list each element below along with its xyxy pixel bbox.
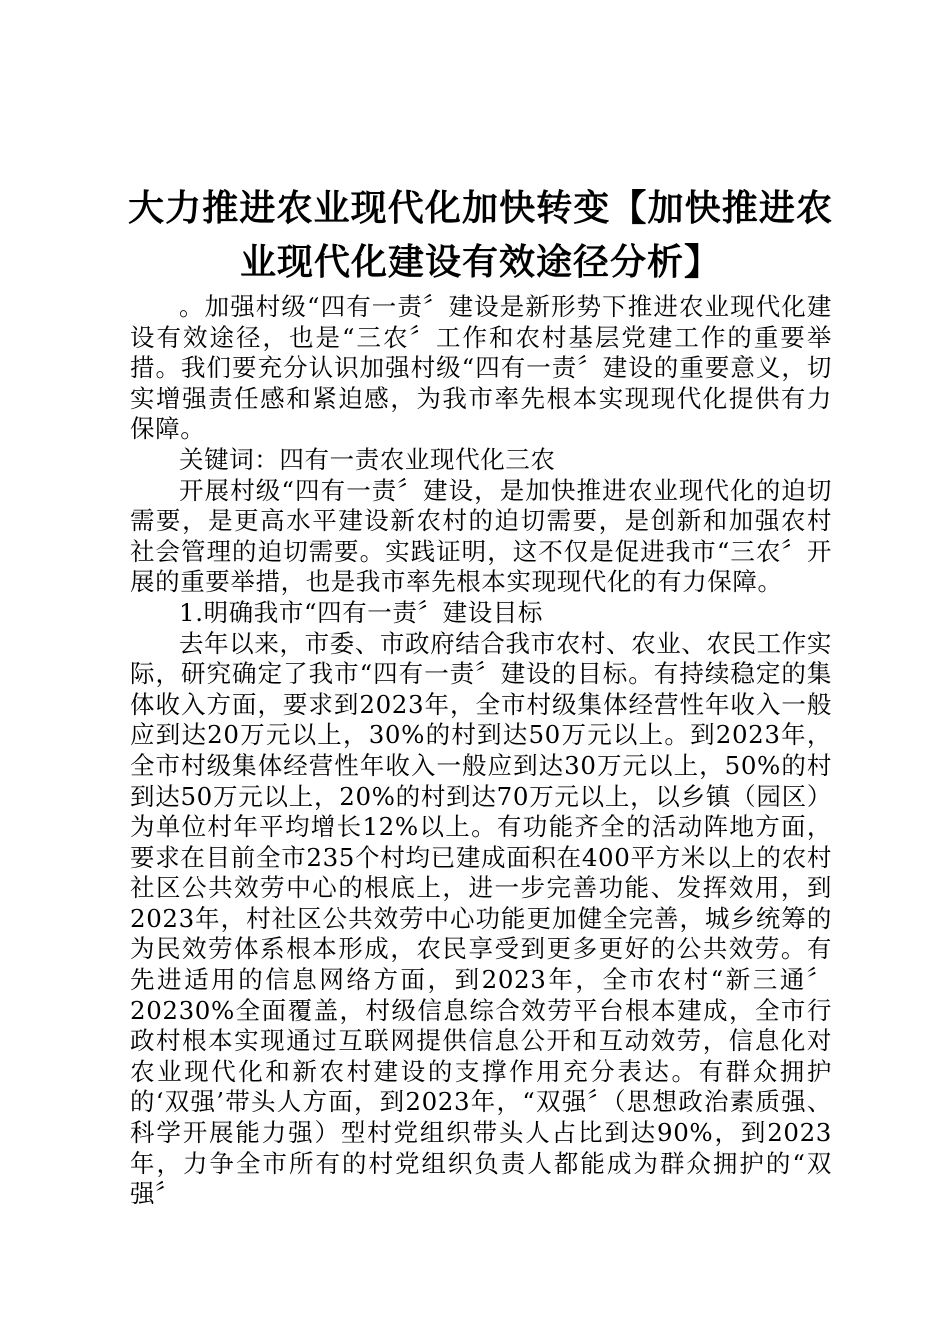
document-title: 大力推进农业现代化加快转变【加快推进农业现代化建设有效途径分析】 (128, 188, 833, 283)
section-paragraph: 去年以来，市委、市政府结合我市农村、农业、农民工作实际，研究确定了我市“四有一责〞建设的目标。有持续稳定的集体收入方面，要求到2023年，全市村级集体经营性年收入一般应到达20万元以上，30%的村到达50万元以上。到2023年，全市村级集体经营性年收入一般应到达30万元以上，50%的村到达50万元以上，20%的村到达70万元以上，以乡镇（园区）为单位村年平均增长12%以上。有功能齐全的活动阵地方面，要求在目前全市235个村均已建成面积在400平方米以上的农村社区公共效劳中心的根底上，进一步完善功能、发挥效用，到2023年，村社区公共效劳中心功能更加健全完善，城乡统筹的为民效劳体系根本形成，农民享受到更多更好的公共效劳。有先进适用的信息网络方面，到2023年，全市农村“新三通〞20230%全面覆盖，村级信息综合效劳平台根本建成，全市行政村根本实现通过互联网提供信息公开和互动效劳，信息化对农业现代化和新农村建设的支撑作用充分表达。有群众拥护的‘双强’带头人方面，到2023年，“双强〞（思想政治素质强、科学开展能力强）型村党组织带头人占比到达90%，到2023年，力争全市所有的村党组织负责人都能成为群众拥护的“双强〞 (130, 628, 832, 1209)
abstract-paragraph: 。加强村级“四有一责〞建设是新形势下推进农业现代化建设有效途径，也是“三农〞工作和农村基层党建工作的重要举措。我们要充分认识加强村级“四有一责〞建设的重要意义，切实增强责任感和紧迫感，为我市率先根本实现现代化提供有力保障。 (130, 292, 832, 444)
document-body (130, 292, 832, 1210)
intro-paragraph: 开展村级“四有一责〞建设，是加快推进农业现代化的迫切需要，是更高水平建设新农村的迫切需要，是创新和加强农村社会管理的迫切需要。实践证明，这不仅是促进我市“三农〞开展的重要举措，也是我市率先根本实现现代化的有力保障。 (130, 475, 832, 597)
keywords-paragraph: 关键词：四有一责农业现代化三农 (179, 444, 556, 474)
section-heading: 1.明确我市“四有一责〞建设目标 (179, 597, 543, 627)
